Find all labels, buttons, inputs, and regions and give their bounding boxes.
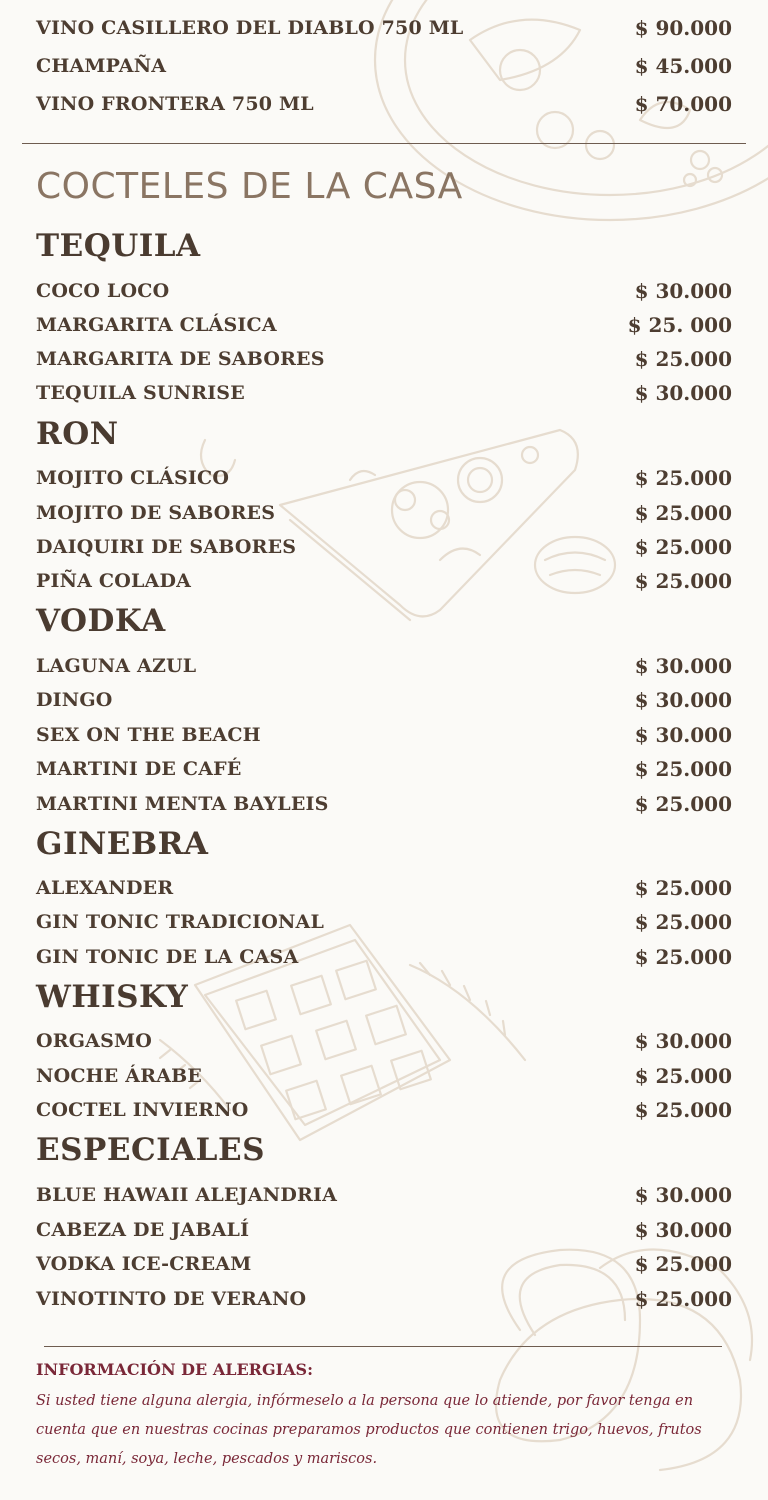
item-price: $ 25.000: [634, 347, 732, 371]
item-price: $ 25.000: [634, 1064, 732, 1088]
item-price: $ 30.000: [634, 1029, 732, 1053]
item-price: $ 30.000: [634, 723, 732, 747]
item-name: GIN TONIC DE LA CASA: [36, 946, 299, 968]
item-name: MOJITO CLÁSICO: [36, 467, 230, 489]
menu-item: [36, 275, 732, 307]
item-price: $ 25.000: [634, 535, 732, 559]
item-price: $ 30.000: [634, 654, 732, 678]
item-name: MARTINI DE CAFÉ: [36, 758, 242, 780]
item-name: CABEZA DE JABALÍ: [36, 1219, 250, 1241]
menu-item: [36, 497, 732, 529]
item-price: $ 30.000: [634, 279, 732, 303]
item-price: $ 25.000: [634, 876, 732, 900]
item-name: DAIQUIRI DE SABORES: [36, 536, 297, 558]
category-title: ESPECIALES: [36, 1132, 265, 1168]
category-title: RON: [36, 416, 119, 452]
menu-item: [36, 50, 732, 82]
menu-item: [36, 788, 732, 820]
item-price: $ 25.000: [634, 945, 732, 969]
item-price: $ 25.000: [634, 1098, 732, 1122]
item-price: $ 25.000: [634, 1287, 732, 1311]
item-name: ALEXANDER: [36, 877, 174, 899]
allergy-text: Si usted tiene alguna alergia, infórmeselo a la persona que lo atiende, por favor tenga en cuenta que en nuestras cocinas preparamos productos que contienen trigo, huevos, frutos secos, maní, soya, leche, pescados y mariscos.: [36, 1393, 702, 1467]
item-price: $ 70.000: [634, 92, 732, 116]
menu-item: [36, 1283, 732, 1315]
item-name: ORGASMO: [36, 1030, 153, 1052]
item-name: VINO FRONTERA 750 ML: [36, 93, 314, 115]
category-title: VODKA: [36, 603, 166, 639]
item-name: COCTEL INVIERNO: [36, 1099, 249, 1121]
item-name: VINO CASILLERO DEL DIABLO 750 ML: [36, 17, 464, 39]
menu-item: [36, 565, 732, 597]
item-price: $ 30.000: [634, 381, 732, 405]
item-name: PIÑA COLADA: [36, 570, 192, 592]
menu-item: [36, 88, 732, 120]
menu-item: [36, 1025, 732, 1057]
item-name: MOJITO DE SABORES: [36, 502, 276, 524]
menu-item: [36, 650, 732, 682]
item-name: GIN TONIC TRADICIONAL: [36, 911, 325, 933]
menu-item: [36, 684, 732, 716]
item-name: COCO LOCO: [36, 280, 170, 302]
item-name: DINGO: [36, 689, 113, 711]
item-price: $ 45.000: [634, 54, 732, 78]
item-price: $ 25.000: [634, 792, 732, 816]
item-name: NOCHE ÁRABE: [36, 1065, 203, 1087]
item-price: $ 90.000: [634, 16, 732, 40]
menu-item: [36, 906, 732, 938]
item-price: $ 25. 000: [627, 313, 732, 337]
item-name: CHAMPAÑA: [36, 55, 167, 77]
item-price: $ 30.000: [634, 1183, 732, 1207]
item-price: $ 25.000: [634, 910, 732, 934]
menu-item: [36, 462, 732, 494]
item-name: SEX ON THE BEACH: [36, 724, 261, 746]
item-name: MARTINI MENTA BAYLEIS: [36, 793, 329, 815]
menu-item: [36, 1214, 732, 1246]
menu-item: [36, 12, 732, 44]
item-name: VODKA ICE-CREAM: [36, 1253, 252, 1275]
menu-item: [36, 753, 732, 785]
divider: [44, 1346, 722, 1347]
category-title: WHISKY: [36, 979, 189, 1015]
item-price: $ 30.000: [634, 688, 732, 712]
category-title: TEQUILA: [36, 228, 201, 264]
menu-item: [36, 377, 732, 409]
menu-item: [36, 1248, 732, 1280]
item-name: MARGARITA CLÁSICA: [36, 314, 277, 336]
item-name: VINOTINTO DE VERANO: [36, 1288, 307, 1310]
menu-item: [36, 1094, 732, 1126]
divider: [22, 143, 746, 144]
menu-item: [36, 719, 732, 751]
menu-item: [36, 1060, 732, 1092]
item-name: MARGARITA DE SABORES: [36, 348, 325, 370]
menu-item: [36, 941, 732, 973]
menu-item: [36, 1179, 732, 1211]
item-name: BLUE HAWAII ALEJANDRIA: [36, 1184, 338, 1206]
section-title: COCTELES DE LA CASA: [36, 166, 463, 207]
allergy-title: INFORMACIÓN DE ALERGIAS:: [36, 1360, 313, 1379]
item-price: $ 30.000: [634, 1218, 732, 1242]
menu-item: [36, 872, 732, 904]
item-name: LAGUNA AZUL: [36, 655, 197, 677]
item-price: $ 25.000: [634, 569, 732, 593]
item-name: TEQUILA SUNRISE: [36, 382, 245, 404]
item-price: $ 25.000: [634, 1252, 732, 1276]
item-price: $ 25.000: [634, 466, 732, 490]
item-price: $ 25.000: [634, 757, 732, 781]
item-price: $ 25.000: [634, 501, 732, 525]
category-title: GINEBRA: [36, 826, 209, 862]
menu-item: [36, 343, 732, 375]
menu-item: [36, 531, 732, 563]
menu-item: [36, 309, 732, 341]
